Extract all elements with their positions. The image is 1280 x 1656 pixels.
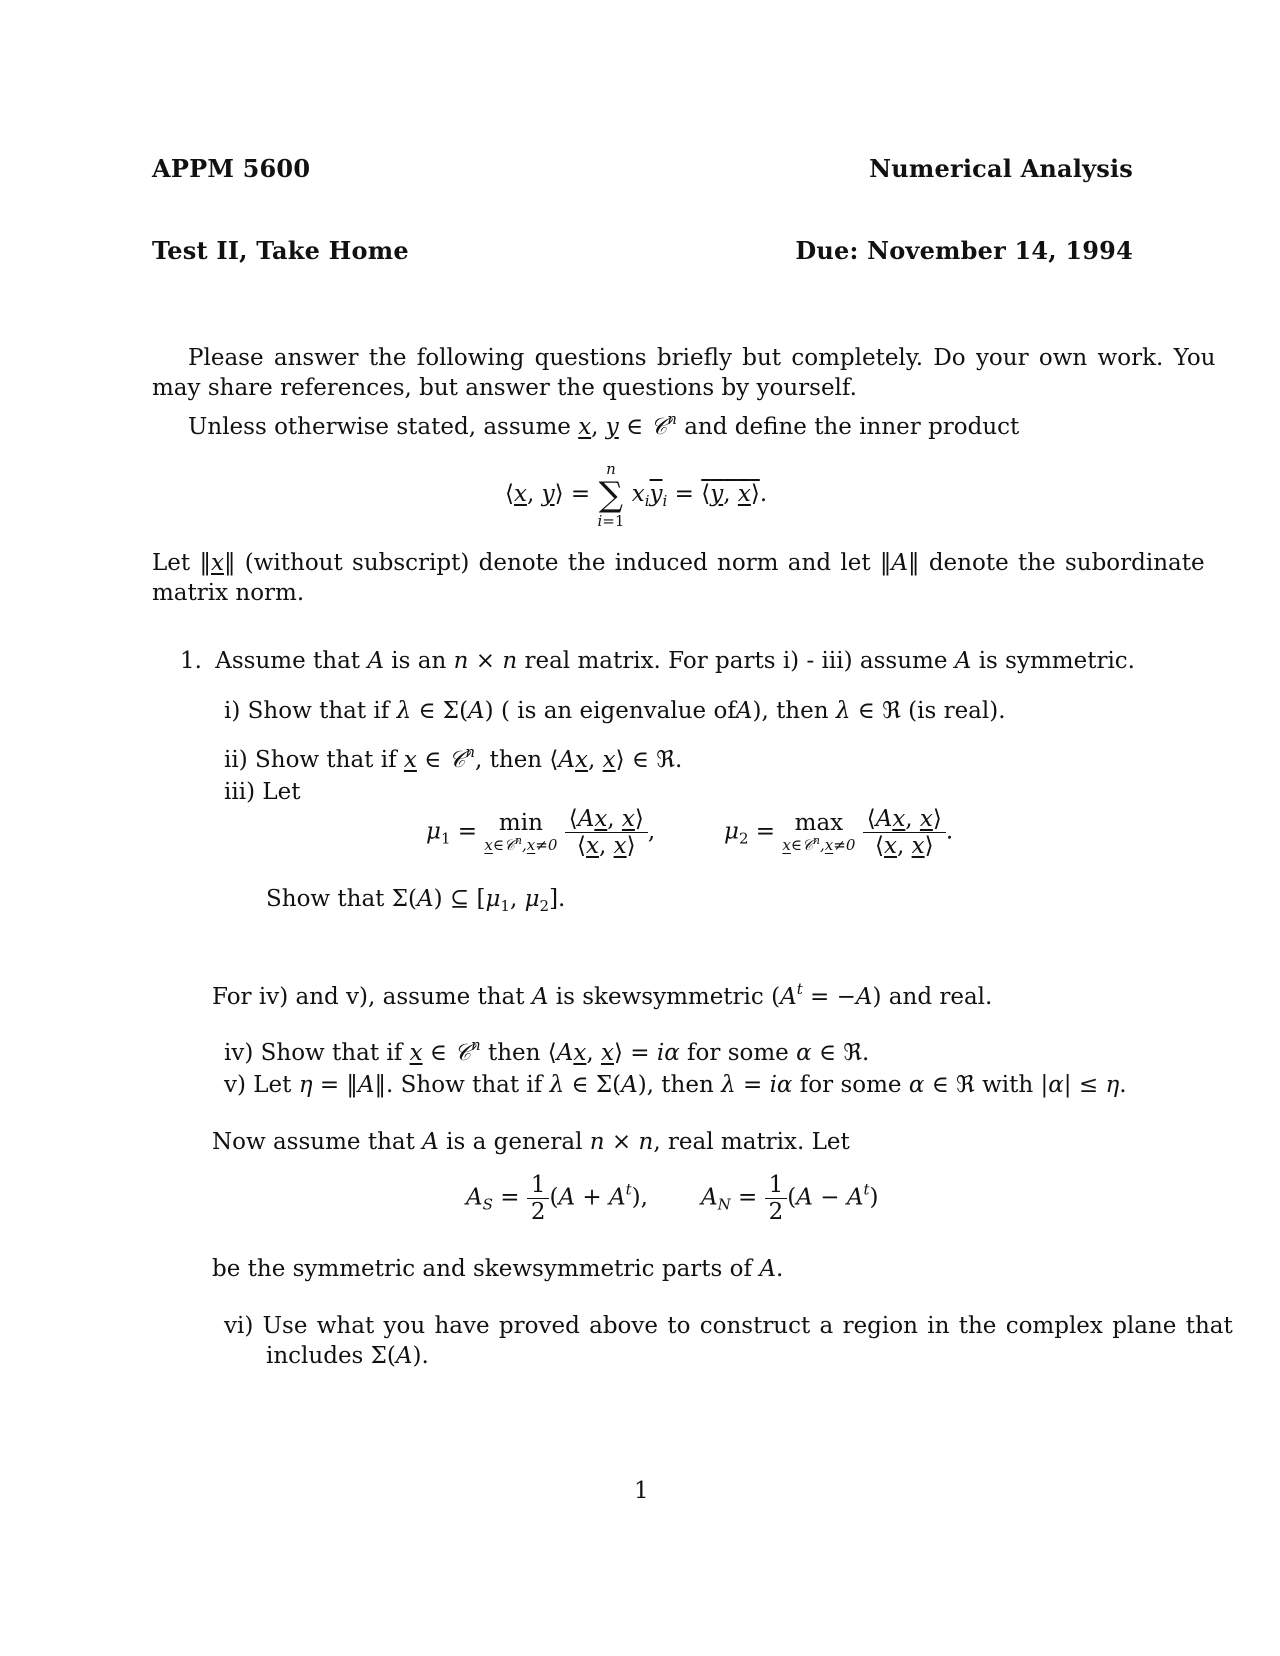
part-text: for some <box>799 1072 902 1098</box>
part-text: Show that if <box>247 698 390 724</box>
part-text: Show that if <box>255 747 397 773</box>
part-label: iv) <box>224 1040 254 1066</box>
skew-text: For iv) and v), assume that <box>212 984 525 1010</box>
part-text: ( is an eigenvalue of <box>500 698 736 724</box>
problem-number: 1. <box>180 648 202 674</box>
part-text: , then <box>646 1072 714 1098</box>
part-label: i) <box>224 698 241 724</box>
skew-text: is skewsymmetric ( <box>555 984 781 1010</box>
part-text: with <box>982 1072 1034 1098</box>
part-text: includes <box>266 1343 364 1369</box>
lead-text: is an <box>391 648 447 674</box>
as-equation: $A_S$ = $\frac{1}{2}$ $(A + A^t)$, <box>466 1172 648 1225</box>
part-ii: ii) Show that if x ∈ 𝒞$^n$, then ⟨Ax, x⟩ ∈ ℜ. <box>224 743 683 773</box>
lead-text: Assume that <box>215 648 361 674</box>
part-text: Let <box>262 779 301 805</box>
part-vi-line-2: includes Σ(A). <box>266 1343 429 1369</box>
part-iii-show: Show that Σ(A) ⊆ [$\mu_1$, $\mu_2$]. <box>266 886 566 915</box>
part-v: v) Let η = ‖A‖. Show that if λ ∈ Σ(A), then λ = iα for some α ∈ ℜ with |α| ≤ η. <box>224 1072 1127 1098</box>
problem-1-lead: 1. Assume that A is an n × n real matrix. For parts i) - iii) assume A is symmetric. <box>180 648 1135 674</box>
part-text: (is real). <box>908 698 1006 724</box>
part-label: iii) <box>224 779 256 805</box>
part-text: , then <box>475 747 543 773</box>
max-operator: max <box>794 809 844 836</box>
skew-intro: For iv) and v), assume that A is skewsymmetric $(A^t = -A)$ and real. <box>212 980 993 1010</box>
part-iii <box>224 777 301 807</box>
part-label: v) <box>224 1072 246 1098</box>
course-code: APPM 5600 <box>152 154 311 183</box>
intro-text: and define the inner product <box>684 414 1020 440</box>
part-i: i) Show that if λ ∈ Σ(A) ( is an eigenvalue ofA), then λ ∈ ℜ (is real). <box>224 698 1006 724</box>
general-text: Now assume that <box>212 1129 415 1155</box>
parts-text: be the symmetric and skewsymmetric parts of <box>212 1256 752 1282</box>
part-label: ii) <box>224 747 248 773</box>
part-text: Show that if <box>260 1040 403 1066</box>
norm-definition-line-1: Let ‖x‖ (without subscript) denote the induced norm and let ‖A‖ denote the subordinate <box>152 550 1205 576</box>
page-number: 1 <box>634 1478 649 1504</box>
mu2-equation: $\mu_2$ = max x∈𝒞$^n$,x≠0 $\frac{⟨Ax, x⟩}{⟨x, x⟩}$ . <box>724 806 954 859</box>
skew-text: ) and real. <box>872 984 993 1010</box>
min-operator: min <box>498 809 543 836</box>
norm-definition-line-2: matrix norm. <box>152 580 305 606</box>
general-text: , real matrix. Let <box>653 1129 850 1155</box>
norm-text: denote the subordinate <box>928 550 1205 576</box>
intro-line-3: Unless otherwise stated, assume x, y ∈ 𝒞$^n$ and define the inner product <box>188 410 1020 440</box>
test-title: Test II, Take Home <box>152 236 409 265</box>
norm-text: Let <box>152 550 191 576</box>
norm-text: (without subscript) denote the induced norm and let <box>244 550 871 576</box>
intro-line-1: Please answer the following questions briefly but completely. Do your own work. You <box>188 345 1216 371</box>
part-text: Let <box>253 1072 292 1098</box>
part-label: vi) <box>224 1313 254 1339</box>
part-text: then <box>487 1040 541 1066</box>
mu1-equation: $\mu_1$ = min x∈𝒞$^n$,x≠0 $\frac{⟨Ax, x⟩}{⟨x, x⟩}$ , <box>426 806 656 859</box>
lead-text: is symmetric. <box>978 648 1135 674</box>
part-text: Show that <box>266 886 385 912</box>
general-intro: Now assume that A is a general n × n, real matrix. Let <box>212 1129 850 1155</box>
part-vi-line-1 <box>224 1311 1233 1341</box>
part-text: . Show that if <box>386 1072 543 1098</box>
part-text: Use what you have proved above to construct a region in the complex plane that <box>262 1313 1233 1339</box>
course-subject: Numerical Analysis <box>869 154 1133 183</box>
parts-sentence: be the symmetric and skewsymmetric parts of A. <box>212 1256 784 1282</box>
part-text: for some <box>687 1040 789 1066</box>
due-date: Due: November 14, 1994 <box>795 236 1133 265</box>
general-text: is a general <box>446 1129 583 1155</box>
intro-line-2: may share references, but answer the questions by yourself. <box>152 375 857 401</box>
lead-text: real matrix. For parts i) - iii) assume <box>524 648 948 674</box>
an-equation: $A_N$ = $\frac{1}{2}$ $(A - A^t)$ <box>701 1172 879 1225</box>
inner-product-equation: ⟨x, y⟩ = n ∑ i=1 $x_i\overline{y}_i$ = ⟨y, x⟩. <box>505 460 768 530</box>
intro-text: Unless otherwise stated, assume <box>188 414 571 440</box>
part-iv: iv) Show that if x ∈ 𝒞$^n$ then ⟨Ax, x⟩ = iα for some α ∈ ℜ. <box>224 1036 870 1066</box>
part-text: ), then <box>752 698 829 724</box>
